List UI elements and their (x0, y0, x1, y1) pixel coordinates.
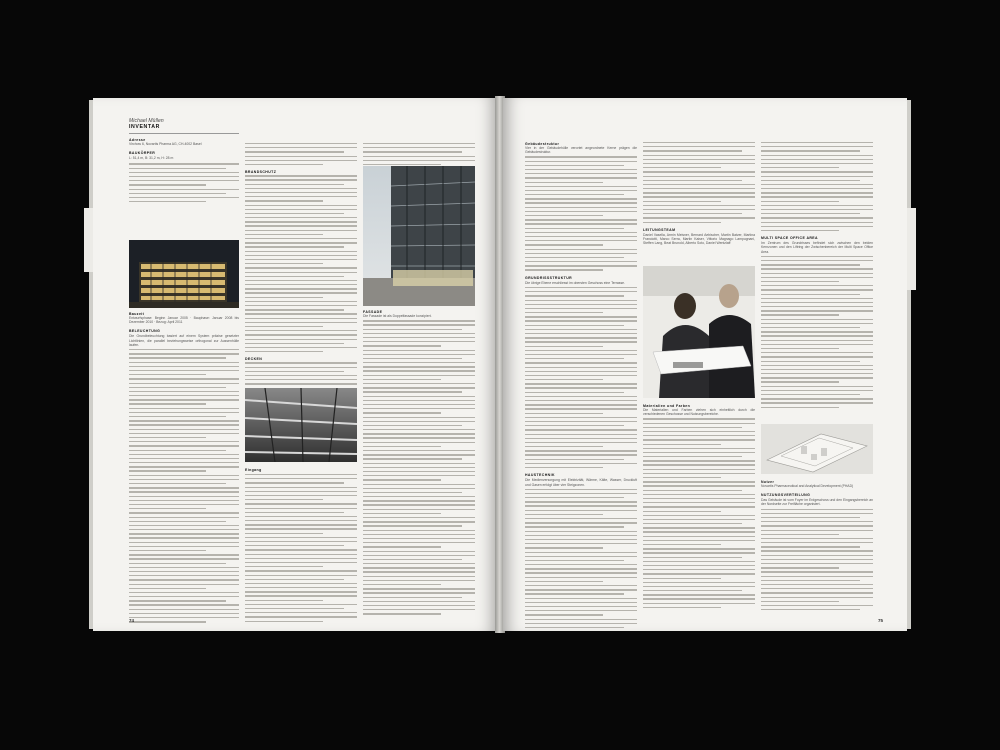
section-text-grundrissstruktur: Die übrige Ebene erschliesst im obersten Geschoss eine Terrasse. (525, 280, 626, 285)
body-text-block (245, 474, 357, 622)
body-text-block (525, 156, 637, 270)
page-header (129, 118, 164, 130)
body-text-block (129, 163, 239, 202)
section-text-baukoerper: L: 51,4 m, B: 31,2 m, H: 28 m (129, 156, 174, 161)
right-column-2-lower (643, 404, 755, 611)
facade-photo (363, 166, 475, 306)
section-text-nutzer: Novartis Pharmaceutical and Analytical Development (PHAD) (761, 484, 854, 488)
open-book (93, 98, 907, 631)
body-text-block (761, 142, 873, 231)
right-column-3 (761, 142, 873, 411)
left-column-3 (363, 143, 475, 168)
section-label-leitungsteam: LEITUNGSTEAM (643, 227, 676, 232)
section-label-brandschutz: BRANDSCHUTZ (245, 170, 277, 175)
page-number-left: 74 (129, 618, 135, 623)
body-text-block (245, 175, 357, 352)
page-number-right: 75 (877, 618, 883, 623)
header-rule (129, 133, 239, 134)
photo-caption: FASSADE (363, 310, 383, 314)
page-edge-right (907, 100, 911, 629)
body-text-block (525, 489, 637, 631)
section-text-beleuchtung: Die Grundbeleuchtung basiert auf einem System präzise gesetzter Lichtlinien, die parallel beziehungsweise orthogonal zur Aussenhülle laufen. (129, 334, 239, 347)
section-label-adresse: Adresse (129, 138, 146, 142)
section-label-gebaeudestruktur: Gebäudestruktur (525, 142, 560, 146)
section-label-decken: DECKEN (245, 357, 263, 362)
left-column-2 (245, 143, 357, 421)
ceiling-photo (245, 388, 357, 462)
section-label-grundrissstruktur: GRUNDRISSSTRUKTUR (525, 275, 573, 280)
section-text-multi-space: Im Zentrum des Grundrisses befindet sich zwischen den beiden Kernzonen und den Liftring der Zwischenbereich der Multi Space Office Area. (761, 241, 873, 254)
section-text-leitungsteam: Daniel Vasella, Armin Meisner, Bernard Aebischer, Martin Batzer, Martina Franciotti, Marco Serra, Martin Kaiser, Vittorio Magnago Lampugnani, Steffen Lang, Beat Brunold, Alberto Soto, Daniel Wentzlaff (643, 232, 755, 246)
section-text-haustechnik: Die Medienversorgung mit Elektrizität, Wärme, Kälte, Wasser, Druckluft und Gasen erfolgt über vier Steigzonen. (525, 478, 637, 487)
architecture-model-photo (761, 424, 873, 474)
team-meeting-photo (643, 266, 755, 398)
body-text-block (761, 256, 873, 408)
body-text-block (643, 418, 755, 608)
right-column-1 (525, 142, 637, 631)
body-text-block (363, 143, 475, 165)
section-label-eingang: Eingang (245, 468, 262, 472)
left-page (93, 98, 497, 631)
section-text-fassade: Die Fassade ist als Doppelfassade konzipiert. (363, 314, 432, 318)
left-column-1-lower (129, 312, 239, 625)
section-text-gebaeudestruktur: Vier in der Gebäudehülle verortet angeordnete Kerne prägen die Gebäudestruktur. (525, 146, 637, 155)
body-text-block (643, 142, 755, 223)
body-text-block (129, 349, 239, 622)
section-label-baukoerper: BAUKÖRPER (129, 151, 156, 156)
author-name: Michael Müllen (129, 118, 164, 124)
section-label-nutzungsverteilung: NUTZUNGSVERTEILUNG (761, 493, 811, 498)
section-text-adresse: Virchow 6, Novartis Pharma AG, CH-4002 Basel (129, 142, 202, 146)
right-column-2 (643, 142, 755, 245)
left-column-3-lower (363, 310, 475, 618)
section-label-beleuchtung: BELEUCHTUNG (129, 329, 161, 334)
section-label-nutzer: Nutzer (761, 480, 775, 484)
section-text-nutzungsverteilung: Das Gebäude ist vom Foyer im Erdgeschoss und den Eingangsbereich an der Nordseite zur Freifläche organisiert. (761, 498, 873, 507)
body-text-block (761, 509, 873, 611)
body-text-block (245, 143, 357, 165)
section-label-bauzeit: Bauzeit (129, 312, 145, 316)
section-label-materialien: Materialien und Farben (643, 404, 691, 408)
right-page (503, 98, 907, 631)
left-column-2-lower (245, 468, 357, 625)
left-column-1 (129, 138, 239, 205)
building-night-photo (129, 240, 239, 308)
page-title: INVENTAR (129, 124, 160, 130)
section-text-bauzeit: Entwurfsphase: Beginn Januar 2005 · Bauphase: Januar 2008 bis Dezember 2010 · Bezug: April 2011 (129, 316, 239, 325)
body-text-block (363, 320, 475, 614)
right-column-3-lower (761, 480, 873, 613)
body-text-block (525, 287, 637, 468)
section-label-multi-space: MULTI SPACE OFFICE AREA (761, 236, 818, 241)
section-label-haustechnik: HAUSTECHNIK (525, 473, 555, 478)
bookmark-tab-right (906, 208, 916, 290)
section-text-materialien: Die Materialien und Farben ziehen sich einheitlich durch die verschiedenen Geschosse und Nutzungsbereiche. (643, 408, 755, 417)
